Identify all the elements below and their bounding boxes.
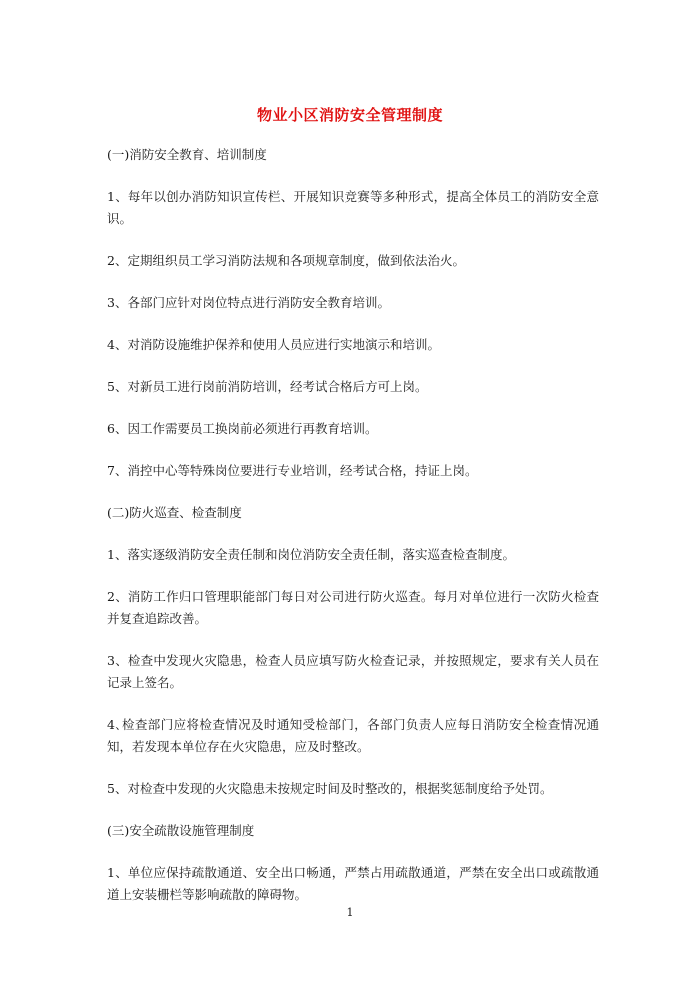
paragraph: 4､检查部门应将检查情况及时通知受检部门，各部门负责人应每日消防安全检查情况通知，若发现本单位存在火灾隐患，应及时整改。 (107, 717, 599, 754)
paragraph: 2、定期组织员工学习消防法规和各项规章制度，做到依法治火。 (107, 253, 465, 268)
section-heading: (三)安全疏散设施管理制度 (107, 823, 255, 838)
paragraph: 7、消控中心等特殊岗位要进行专业培训，经考试合格，持证上岗。 (107, 463, 478, 478)
paragraph: 3、各部门应针对岗位特点进行消防安全教育培训。 (107, 295, 390, 310)
paragraph: 1、落实逐级消防安全责任制和岗位消防安全责任制，落实巡查检查制度。 (107, 547, 515, 562)
paragraph: 4、对消防设施维护保养和使用人员应进行实地演示和培训。 (107, 337, 440, 352)
paragraph: 5、对检查中发现的火灾隐患未按规定时间及时整改的，根据奖惩制度给予处罚。 (107, 781, 553, 796)
paragraph: 1、单位应保持疏散通道、安全出口畅通，严禁占用疏散通道，严禁在安全出口或疏散通道上安装栅栏等影响疏散的障碍物。 (107, 865, 599, 902)
document-title: 物业小区消防安全管理制度 (256, 106, 443, 124)
paragraph: 1、每年以创办消防知识宣传栏、开展知识竞赛等多种形式，提高全体员工的消防安全意识。 (107, 189, 599, 226)
paragraph: 2、消防工作归口管理职能部门每日对公司进行防火巡查。每月对单位进行一次防火检查并复查追踪改善。 (107, 589, 599, 626)
document-body (107, 144, 599, 926)
paragraph: 5、对新员工进行岗前消防培训，经考试合格后方可上岗。 (107, 379, 428, 394)
section-heading: (二)防火巡查、检查制度 (107, 505, 242, 520)
paragraph: 6、因工作需要员工换岗前必须进行再教育培训。 (107, 421, 378, 436)
paragraph: 3、检查中发现火灾隐患，检查人员应填写防火检查记录，并按照规定，要求有关人员在记录上签名。 (107, 653, 599, 690)
section-heading: (一)消防安全教育、培训制度 (107, 147, 267, 162)
page-number: 1 (346, 906, 354, 919)
